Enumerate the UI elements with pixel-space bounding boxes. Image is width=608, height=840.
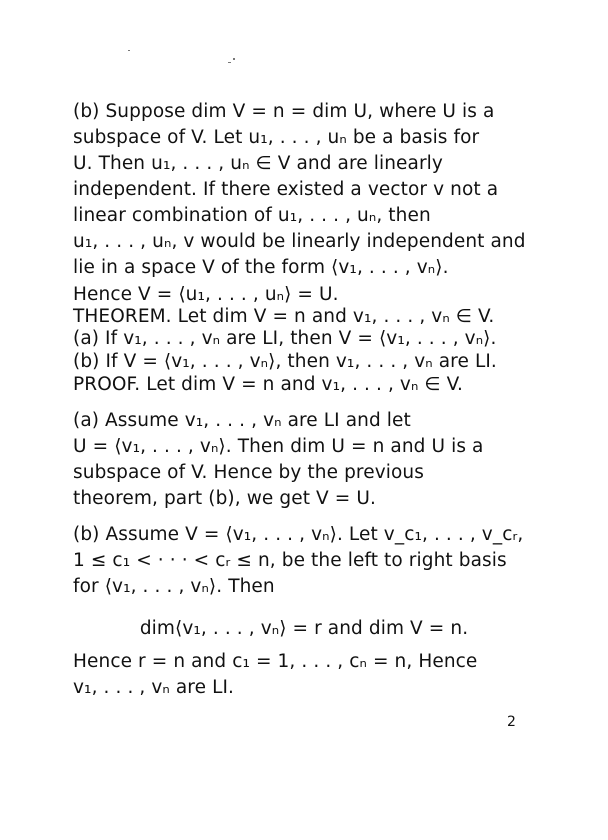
text-line: 1 ≤ c₁ < · · · < cᵣ ≤ n, be the left to right basis <box>73 550 507 571</box>
theorem-statement: THEOREM. Let dim V = n and v₁, . . . , vₙ ∈ V. <box>73 306 495 327</box>
text-line: u₁, . . . , uₙ, v would be linearly independent and <box>73 231 526 252</box>
text-line: (b) Assume V = ⟨v₁, . . . , vₙ⟩. Let v_c₁, . . . , v_cᵣ, <box>73 524 524 545</box>
text-line: lie in a space V of the form ⟨v₁, . . . , vₙ⟩. <box>73 257 449 278</box>
displayed-equation: dim⟨v₁, . . . , vₙ⟩ = r and dim V = n. <box>139 618 469 639</box>
scan-speck <box>228 62 231 63</box>
text-line: for ⟨v₁, . . . , vₙ⟩. Then <box>73 576 275 597</box>
text-line: (a) Assume v₁, . . . , vₙ are LI and let <box>73 410 411 431</box>
scan-speck <box>233 58 235 60</box>
text-line: (a) If v₁, . . . , vₙ are LI, then V = ⟨v₁, . . . , vₙ⟩. <box>73 328 497 349</box>
text-line: U = ⟨v₁, . . . , vₙ⟩. Then dim U = n and U is a <box>73 436 484 457</box>
text-line: linear combination of u₁, . . . , uₙ, then <box>73 205 431 226</box>
text-line: Hence V = ⟨u₁, . . . , uₙ⟩ = U. <box>73 284 339 305</box>
text-line: v₁, . . . , vₙ are LI. <box>73 677 235 698</box>
scan-speck <box>128 50 130 51</box>
page-number: 2 <box>507 714 516 730</box>
text-line: subspace of V. Hence by the previous <box>73 462 424 483</box>
proof-heading: PROOF. Let dim V = n and v₁, . . . , vₙ ∈ V. <box>73 374 463 395</box>
text-line: (b) If V = ⟨v₁, . . . , vₙ⟩, then v₁, . . . , vₙ are LI. <box>73 351 497 372</box>
text-line: subspace of V. Let u₁, . . . , uₙ be a basis for <box>73 127 480 148</box>
text-line: independent. If there existed a vector v not a <box>73 179 499 200</box>
text-line: Hence r = n and c₁ = 1, . . . , cₙ = n, Hence <box>73 651 478 672</box>
text-line: theorem, part (b), we get V = U. <box>73 488 376 509</box>
text-line: U. Then u₁, . . . , uₙ ∈ V and are linearly <box>73 153 443 174</box>
text-line: (b) Suppose dim V = n = dim U, where U is a <box>73 101 495 122</box>
